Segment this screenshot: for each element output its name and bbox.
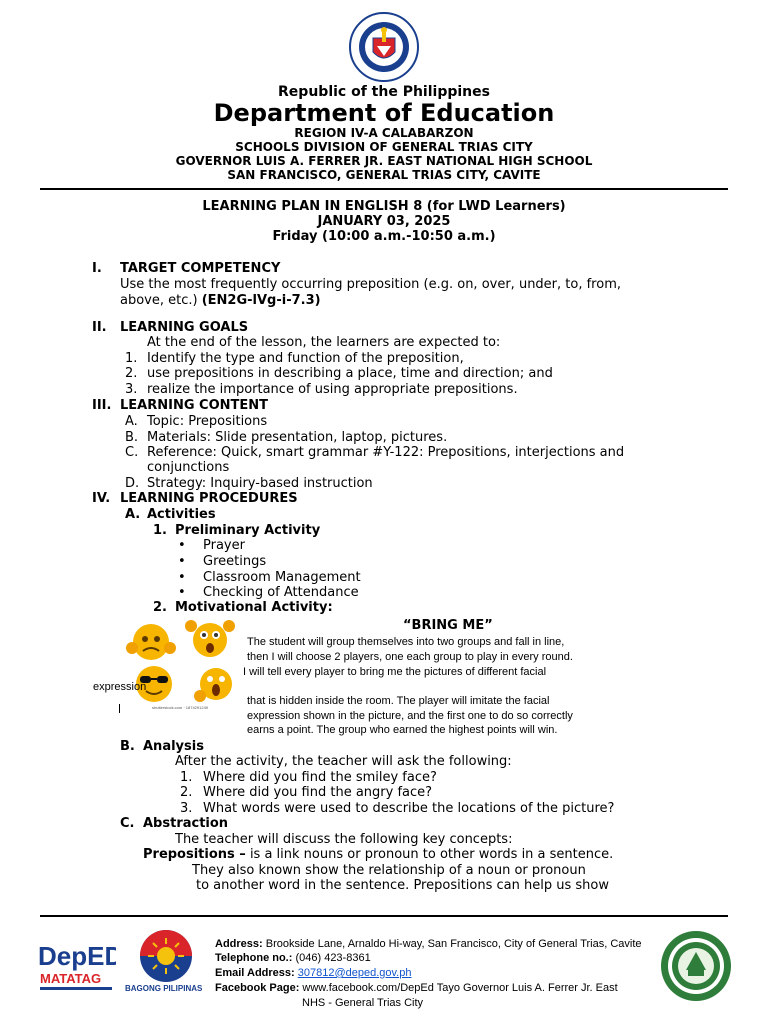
plan-date: JANUARY 03, 2025 (317, 214, 451, 229)
content-item: Materials: Slide presentation, laptop, pictures. (147, 430, 448, 445)
footer-facebook (215, 981, 618, 995)
address-line: SAN FRANCISCO, GENERAL TRIAS CITY, CAVITE (227, 168, 541, 182)
region-line: REGION IV-A CALABARZON (294, 126, 474, 140)
email-label: Email Address: (215, 967, 295, 979)
activities-title: Activities (147, 507, 216, 522)
school-line: GOVERNOR LUIS A. FERRER JR. EAST NATIONAL HIGH SCHOOL (175, 154, 593, 168)
bagong-pilipinas-logo (134, 928, 198, 984)
game-description-line: The student will group themselves into two groups and fall in line, (247, 636, 565, 648)
section-3-title: LEARNING CONTENT (120, 398, 268, 413)
game-description-line: that is hidden inside the room. The player will imitate the facial (247, 695, 550, 707)
footer-divider (40, 915, 728, 917)
goal-number: 1. (125, 351, 138, 366)
abstraction-intro: The teacher will discuss the following key concepts: (175, 832, 513, 847)
matatag-logo: MATATAG (40, 971, 102, 986)
plan-time: Friday (10:00 a.m.-10:50 a.m.) (272, 229, 496, 244)
competency-line-2 (120, 293, 321, 308)
question-number: 1. (180, 770, 193, 785)
email-link[interactable]: 307812@deped.gov.ph (297, 967, 412, 979)
section-1-title: TARGET COMPETENCY (120, 261, 281, 276)
content-letter: B. (125, 430, 139, 445)
content-letter: C. (125, 445, 139, 460)
footer-telephone (215, 951, 371, 965)
content-item-continued: conjunctions (147, 460, 230, 475)
game-description-line: I will tell every player to bring me the pictures of different facial (243, 666, 547, 678)
bagong-pilipinas-text: BAGONG PILIPINAS (125, 984, 203, 993)
image-caption: shutterstock.com · 1874291249 (152, 705, 209, 710)
address-label: Address: (215, 938, 263, 950)
competency-code: (EN2G-lVg-i-7.3) (201, 293, 321, 308)
preliminary-item: Greetings (203, 554, 267, 569)
section-4-number: IV. (92, 491, 111, 506)
competency-text: above, etc.) (120, 293, 198, 308)
definition-line-2: They also known show the relationship of a noun or pronoun (192, 863, 586, 878)
activities-letter: A. (125, 507, 141, 522)
footer-email (215, 966, 411, 980)
goal-item: Identify the type and function of the preposition, (147, 351, 464, 366)
analysis-letter: B. (120, 739, 135, 754)
section-3-number: III. (92, 398, 112, 413)
address-value: Brookside Lane, Arnaldo Hi-way, San Francisco, City of General Trias, Cavite (262, 938, 642, 950)
plan-title: LEARNING PLAN IN ENGLISH 8 (for LWD Learners) (202, 199, 566, 214)
deped-seal (349, 12, 419, 82)
definition-text: is a link nouns or pronoun to other words in a sentence. (245, 847, 614, 862)
goals-intro: At the end of the lesson, the learners are expected to: (147, 335, 501, 350)
preliminary-item: Classroom Management (203, 570, 361, 585)
preliminary-number: 1. (153, 523, 167, 538)
content-letter: A. (125, 414, 138, 429)
section-2-number: II. (92, 320, 107, 335)
school-seal (660, 930, 732, 1002)
abstraction-letter: C. (120, 816, 135, 831)
game-description-line: earns a point. The group who earned the highest points will win. (247, 724, 558, 736)
definition-line-1 (143, 847, 613, 862)
bullet: • (178, 585, 186, 600)
telephone-value: (046) 423-8361 (292, 952, 371, 964)
game-expression-word: expression (93, 681, 147, 693)
section-4-title: LEARNING PROCEDURES (120, 491, 298, 506)
question-number: 2. (180, 785, 193, 800)
emoji-faces-image (118, 618, 243, 710)
footer-address (215, 937, 642, 951)
matatag-underline (40, 987, 112, 990)
question-item: Where did you find the smiley face? (203, 770, 437, 785)
content-letter: D. (125, 476, 140, 491)
division-line: SCHOOLS DIVISION OF GENERAL TRIAS CITY (235, 140, 533, 154)
abstraction-title: Abstraction (143, 816, 229, 831)
game-description-line: then I will choose 2 players, one each group to play in every round. (247, 651, 573, 663)
bullet: • (178, 570, 186, 585)
bullet: • (178, 554, 186, 569)
image-cursor-mark (119, 704, 120, 713)
definition-term: Prepositions – (143, 847, 246, 862)
department-title: Department of Education (213, 99, 555, 127)
content-item: Reference: Quick, smart grammar #Y-122: Prepositions, interjections and (147, 445, 625, 460)
goal-number: 2. (125, 366, 138, 381)
game-title: “BRING ME” (403, 618, 493, 633)
preliminary-item: Checking of Attendance (203, 585, 359, 600)
competency-line-1: Use the most frequently occurring preposition (e.g. on, over, under, to, from, (120, 277, 621, 292)
republic-line: Republic of the Philippines (278, 84, 490, 100)
section-2-title: LEARNING GOALS (120, 320, 249, 335)
surprised-face-icon (185, 620, 235, 657)
game-description-line: expression shown in the picture, and the first one to do so correctly (247, 710, 573, 722)
sad-face-icon (126, 624, 176, 660)
shocked-face-icon (194, 668, 232, 702)
facebook-label: Facebook Page: (215, 982, 300, 994)
question-number: 3. (180, 801, 193, 816)
deped-logo (38, 935, 116, 971)
goal-item: use prepositions in describing a place, time and direction; and (147, 366, 553, 381)
analysis-intro: After the activity, the teacher will ask the following: (175, 754, 512, 769)
motivational-number: 2. (153, 600, 167, 615)
preliminary-title: Preliminary Activity (175, 523, 321, 538)
footer-facebook-continued: NHS - General Trias City (302, 997, 424, 1009)
section-1-number: I. (92, 261, 102, 276)
content-item: Topic: Prepositions (147, 414, 268, 429)
deped-logo-text: DepED (38, 941, 116, 971)
facebook-value: www.facebook.com/DepEd Tayo Governor Luis A. Ferrer Jr. East (299, 982, 618, 994)
question-item: Where did you find the angry face? (203, 785, 433, 800)
goal-number: 3. (125, 382, 138, 397)
analysis-title: Analysis (143, 739, 204, 754)
question-item: What words were used to describe the locations of the picture? (203, 801, 615, 816)
bullet: • (178, 538, 186, 553)
goal-item: realize the importance of using appropriate prepositions. (147, 382, 518, 397)
motivational-title: Motivational Activity: (175, 600, 333, 615)
telephone-label: Telephone no.: (215, 952, 293, 964)
header-divider (40, 188, 728, 190)
definition-line-3: to another word in the sentence. Prepositions can help us show (196, 878, 609, 893)
preliminary-item: Prayer (203, 538, 245, 553)
content-item: Strategy: Inquiry-based instruction (147, 476, 373, 491)
